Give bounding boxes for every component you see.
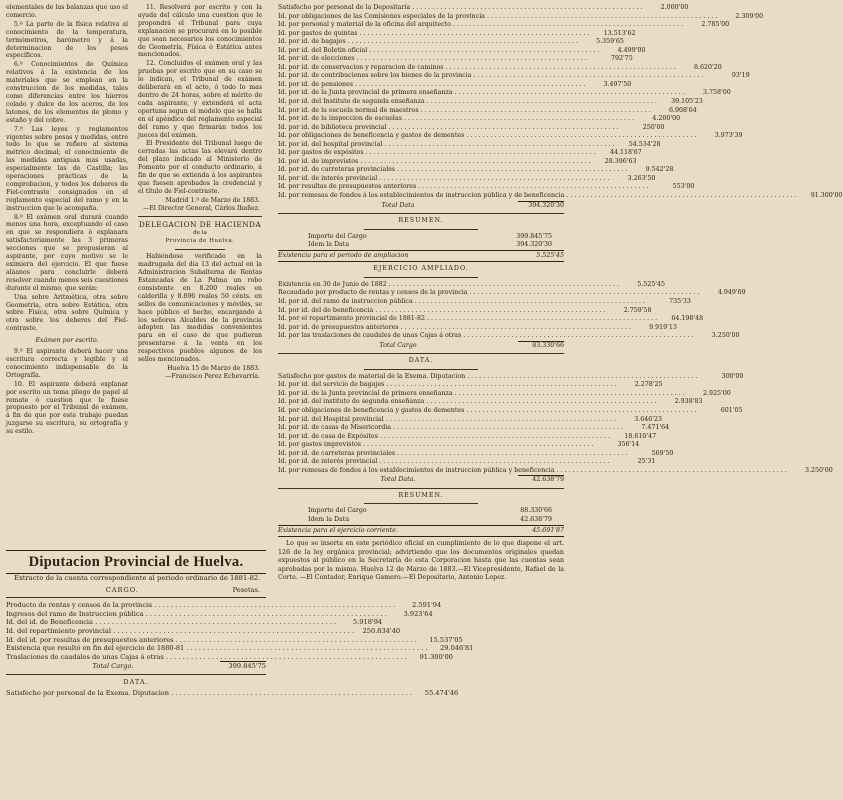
row-label: Id. por id. de la Junta provincial de primera enseñanza . . . — [278, 390, 685, 399]
row-label: Id. por id. del de beneficencia . . . — [278, 307, 605, 316]
table-row — [278, 98, 703, 107]
row-label: Producto de rentas y censos de la provincia . . . — [6, 601, 395, 610]
row-label: Id. por id. de conservacion y reparacion de caminos . . . — [278, 64, 676, 73]
row-amount: 5.525'45 — [637, 280, 665, 288]
row-amount: 55.474'46 — [424, 688, 459, 697]
row-label: Id. por las traslaciones de caudales de unas Cajas á otras . . . — [278, 332, 693, 341]
table-row — [278, 46, 646, 56]
total-label: Total Data. — [380, 476, 416, 484]
row-amount: 300'00 — [721, 372, 744, 380]
table-row — [278, 29, 636, 39]
resumen-amount: 399.845'75 — [516, 232, 552, 240]
divider — [6, 597, 266, 598]
row-amount: 3.973'39 — [714, 132, 743, 140]
row-amount: 3.250'00 — [804, 466, 833, 474]
row-amount: 93'19 — [731, 72, 750, 80]
row-amount: 28.396'63 — [604, 157, 637, 165]
table-row — [278, 89, 731, 98]
row-amount: 2.938'83 — [674, 398, 703, 406]
total-amount: 399.845'75 — [220, 661, 266, 671]
table-row — [278, 280, 665, 290]
row-label: Satisfecho por personal de la Depositaría . . . — [278, 4, 642, 13]
row-label: Existencia en 30 de Junio de 1882 . . . — [278, 281, 619, 290]
row-label: Satisfecho por gastos de material de la Exema. Diputacion . . . — [278, 373, 697, 382]
divider — [278, 213, 564, 214]
paragraph: 9.º El aspirante deberá hacer una escritura correcta y legible y el conocimiento indispensable de la Ortografía. — [6, 348, 128, 379]
row-amount: 9.542'28 — [645, 166, 674, 174]
section-heading-province: Provincia de Huelva. — [165, 238, 235, 245]
existencia-row — [278, 250, 564, 263]
row-label: Id. por id. de bagajes . . . — [278, 38, 578, 47]
table-row — [278, 466, 833, 476]
paragraph: Una sobre Aritmética, otra sobre Geometría, otra sobre Estática, otra sobre Física, otra sobre Química y otra sobre los deberes del Fiel-contraste. — [6, 293, 128, 333]
divider — [364, 229, 478, 230]
row-amount: 250'00 — [642, 123, 665, 131]
resumen-row — [278, 516, 564, 525]
account-column-headers — [6, 586, 266, 595]
signature-date: Madrid 1.º de Marzo de 1883. — [165, 196, 260, 204]
row-amount: 2.278'25 — [634, 381, 663, 389]
row-label: Id. del repartimiento provincial . . . — [6, 627, 354, 636]
resumen-label: Importe del Cargo — [308, 507, 367, 515]
table-row — [278, 166, 674, 175]
table-row — [6, 601, 442, 610]
table-row — [278, 183, 695, 192]
row-amount: 2.309'00 — [735, 12, 764, 20]
row-label: Id. por id. de biblioteca provincial . . . — [278, 124, 619, 133]
account-extract — [6, 574, 474, 697]
table-row — [278, 315, 704, 324]
row-label: Recaudado por producto de rentas y censos de la provincia . . . — [278, 289, 700, 298]
row-amount: 2.759'58 — [623, 306, 652, 314]
row-amount: 13.513'62 — [603, 29, 636, 37]
signature-date: Huelva 15 de Marzo de 1883. — [167, 364, 260, 372]
table-row — [278, 140, 661, 150]
row-amount: 5.918'94 — [353, 618, 383, 627]
signature-name: —Francisco Perez Echevarría. — [165, 372, 260, 380]
table-row — [278, 406, 743, 416]
total-label: Total Data — [381, 201, 415, 209]
divider — [6, 674, 266, 675]
row-label: Id. por id. del ramo de instruccion pública . . . — [278, 298, 645, 307]
table-row — [278, 306, 652, 316]
row-label: Id. por obligaciones de beneficencia y gastos de dementes . . . — [278, 407, 697, 416]
table-row — [278, 80, 632, 90]
subheading-written-exam: Exámen por escrito. — [35, 337, 99, 345]
table-row — [278, 72, 750, 81]
table-row — [278, 21, 730, 30]
table-row — [278, 157, 637, 167]
row-label: Existencia que resultó en fin del ejercicio de 1880-81 . . . — [6, 644, 427, 653]
row-amount: 4.499'00 — [617, 46, 646, 54]
row-label: Id. por id. de la escuela normal de maestros . . . — [278, 107, 651, 116]
row-amount: 569'50 — [651, 449, 674, 457]
row-amount: 5.359'65 — [596, 38, 624, 46]
divider — [278, 353, 564, 354]
closing-paragraph: Lo que se inserta en este periódico oficial en cumplimiento de lo que dispone el art. 126 de la ley orgánica provincial; advirtiendo que los documentos originales quedan expuestos al público en la Secretaría de esta Corporacion hasta que las cuentas sean aprobadas por la misma. Huelva 12 de Marzo de 1883.—El Vicepresidente, Rafael de la Corte. —El Contador, Enrique Gamero.—El Depositario, Antonio Lopez. — [278, 540, 564, 582]
paragraph: 5.º La parte de la física relativa al conocimiento de la temperatura, termómetros, barómetro y á la determinacion de los pesos específicos. — [6, 20, 128, 60]
row-amount: 39.105'23 — [671, 98, 703, 106]
table-row — [278, 458, 656, 467]
table-row — [278, 55, 633, 64]
total-amount: 42.638'79 — [518, 475, 564, 485]
resumen-amount: 88.330'66 — [520, 507, 552, 515]
row-amount: 6.908'64 — [668, 106, 697, 114]
row-amount: 3.758'00 — [702, 89, 731, 97]
table-row — [278, 332, 740, 341]
row-label: Id. por gastos de quintas . . . — [278, 30, 590, 39]
row-label: Id. por id. de contribuciones sobre los bienes de la provincia . . . — [278, 72, 704, 81]
row-amount: 4.949'69 — [717, 289, 746, 297]
row-amount: 3.646'23 — [634, 415, 662, 423]
row-label: Id. por id. del instituto de segunda enseñanza . . . — [278, 398, 656, 407]
row-label: Id. por id. del hospital provincial . . . — [278, 141, 615, 150]
resumen-row — [278, 241, 564, 250]
row-label: Id. por id. de imprevistos . . . — [278, 158, 590, 167]
row-label: Ingresos del ramo de Instruccion pública . . . — [6, 610, 387, 619]
divider — [138, 216, 262, 217]
table-row — [278, 372, 744, 382]
account-intro: Extracto de la cuenta correspondiente al periodo ordinario de 1881-82. — [14, 574, 261, 582]
table-row — [278, 432, 657, 442]
row-label: Id. del id. de Beneficencia . . . — [6, 618, 336, 627]
paragraph: elementales de las balanzas que uso el comercio. — [6, 4, 128, 19]
total-cargo-row — [6, 661, 266, 671]
resumen-heading: RESUMEN. — [398, 217, 444, 225]
table-row — [6, 626, 401, 636]
row-amount: 91.300'00 — [810, 192, 843, 200]
row-amount: 3.250'00 — [711, 332, 740, 340]
total-label: Total Cargo — [379, 341, 417, 349]
row-label: Id. por id. de pensiones . . . — [278, 81, 585, 90]
row-amount: 356'14 — [617, 441, 640, 449]
diputacion-banner: Diputacion Provincial de Huelva. — [6, 550, 266, 574]
paragraph: 8.º El exámen oral durará cuando menos una hora, exceptuando el caso en que se respondiera ó explanara satisfactoriamente las 3 primeras secciones que se propusieran al aspirante, por cuyo motivo se le eximiera del ejercicio. El que fuese aláanos para concluirle deberá resolver cuando menos seis cuestiones durante el mismo, que serán: — [6, 213, 128, 292]
resumen-heading: RESUMEN. — [398, 491, 444, 499]
resumen-row — [278, 507, 564, 516]
resumen-label: Idem la Data — [308, 241, 350, 249]
row-label: Id. por id. de presupuestos anteriores . . . — [278, 324, 631, 333]
table-row — [278, 192, 843, 201]
row-amount: 553'00 — [672, 183, 695, 191]
row-label: Id. por id. del Instituto de segunda enseñanza . . . — [278, 98, 657, 107]
table-row — [278, 297, 691, 307]
row-amount: 91.300'00 — [419, 652, 453, 661]
row-label: Id. por id. de la Junta provincial de primera enseñanza . . . — [278, 89, 685, 98]
divider — [364, 277, 478, 278]
row-amount: 54.534'28 — [628, 140, 661, 148]
row-amount: 2.591'94 — [412, 601, 442, 610]
paragraph: Habiéndose verificado en la madrugada del dia 13 del actual en la Administracion Subalterna de Rentas Estancadas de La Palma un robo consistente en 8.200 reales en calderilla y 8.896 reales 50 cénts. en sellos de comunicaciones y móviles, se hace público el hecho, encargando á los señores Alcaldes de la provincia adopten las medidas convenientes para en el caso de que pudieran presentarse á la venta en los respectivos pueblos algunos de los sellos mencionados. — [138, 253, 262, 364]
paragraph: 12. Concluidos el exámen oral y las pruebas por escrito que en su caso se le indican, el Tribunal de exámen deliberará en el acto, ó todo lo mas dentro de 24 horas, sobre el mérito de cada aspirante, y extenderá el acta oportuna segun el modelo que se halla en el apéndice del reglamento especial del ramo y que firmarán todos los jueces del exámen. — [138, 60, 262, 139]
row-label: Id. por id. de carreteras provinciales . . . — [278, 166, 627, 175]
existencia-label: Existencia para el periodo de ampliacion — [278, 251, 409, 259]
table-row — [278, 381, 663, 390]
row-amount: 25'31 — [637, 458, 656, 466]
table-row — [278, 424, 670, 433]
divider — [175, 249, 225, 250]
row-label: Id. por obligaciones de beneficencia y gastos de dementes . . . — [278, 132, 697, 141]
divider — [364, 503, 478, 504]
total-label: Total Cargo. — [92, 662, 134, 671]
resumen-amount: 394.320'30 — [516, 241, 552, 249]
row-label: Traslaciones de caudales de unas Cajas á otras . . . — [6, 653, 407, 662]
row-label: Id. por id. del Hospital provincial . . . — [278, 416, 616, 425]
cargo-rows — [6, 601, 474, 661]
existencia-label: Existencia para el ejercicio corriente. — [278, 526, 398, 534]
row-label: Id. por personal y material de la oficina del arquitecto . . . — [278, 21, 683, 30]
signature-name: —El Director General, Cárlos Ibañez. — [143, 204, 260, 212]
table-row — [278, 441, 640, 450]
row-amount: 18.610'47 — [624, 432, 657, 440]
paragraph: El Presidente del Tribunal luego de cerradas las actas las elevará dentro del plazo indicado al Ministerio de Fomento por el conducto ordinario, á fin de que se extienda á los aspirantes que fuesen aprobados la credencial y el título de Fiel-contraste. — [138, 140, 262, 195]
column-exam-rules — [6, 4, 128, 549]
row-amount: 735'33 — [669, 297, 691, 305]
column-exam-and-hacienda — [138, 4, 262, 549]
table-row — [6, 618, 383, 627]
table-row — [278, 12, 764, 22]
table-row — [278, 106, 697, 116]
table-row — [6, 652, 453, 662]
paragraph: 6.º Conocimientos de Química relativos á la existencia de los materiales que se emplean en la construccion de los medidas, tales como diferencias entre los hierros colado y dulce de los aceros, de los latones, de los elementos de plomo y estaño y del cobre. — [6, 61, 128, 124]
table-row — [6, 688, 459, 698]
table-row — [278, 132, 743, 141]
table-row — [278, 389, 731, 399]
row-label: Id. por id. del servicio de bagajes . . . — [278, 381, 616, 390]
resumen-label: Idem la Data — [308, 515, 350, 523]
row-label: Id. por id. del Boletin oficial . . . — [278, 47, 599, 56]
existencia-amount: 5.525'45 — [536, 251, 564, 259]
total-data-row — [278, 201, 564, 211]
row-amount: 44.118'67 — [610, 149, 642, 157]
total-amount: 394.320'30 — [518, 201, 564, 211]
data-rows — [278, 372, 833, 476]
section-heading-connector: de la — [193, 230, 207, 237]
row-label: Id. por el repartimiento provincial de 1881-82 . . . — [278, 315, 657, 324]
row-label: Id. por id. de la inspeccion de escuelas . . . — [278, 115, 634, 124]
data-heading: DATA. — [123, 677, 149, 686]
row-label: Id. por gastos imprevistos . . . — [278, 441, 593, 450]
row-amount: 64.198'48 — [671, 315, 704, 323]
row-amount: 15.537'05 — [429, 635, 463, 644]
table-row — [6, 609, 433, 619]
row-amount: 2.925'00 — [702, 389, 731, 397]
row-amount: 4.200'00 — [652, 115, 681, 123]
paragraph: 11. Resolverá por escrito y con la ayuda del cálculo una cuestion que le propondrá el Tribunal para cuya explanacion se procurará en lo posible que sean necesarios los conocimientos de Geometría, Física ó Estática antes mencionados. — [138, 4, 262, 59]
row-amount: 7.471'64 — [641, 424, 670, 432]
row-amount: 792'75 — [610, 55, 633, 63]
table-row — [278, 149, 642, 158]
total-data-row — [278, 475, 564, 485]
row-amount: 601'05 — [720, 406, 743, 414]
row-label: Id. por id. de casa de Expósitos . . . — [278, 433, 610, 442]
row-amount: 3.497'50 — [603, 80, 632, 88]
table-row — [278, 38, 624, 47]
paragraph: 10. El aspirante deberá explanar por escrito un tema pliego de papel al remate ó cuestion que le fuese propuesto por el Tribunal de exámen, á fin de que por este trabajo puedan juzgarse su escritura, su ortografía y su estilo. — [6, 380, 128, 436]
row-label: Id. por resultas de presupuestos anteriores . . . — [278, 183, 648, 192]
row-label: Id. por remesas de fondos á los establecimientos de instruccion pública y de beneficencia . . . — [278, 192, 797, 201]
row-amount: 3.923'64 — [403, 609, 433, 618]
table-row — [278, 323, 677, 333]
resumen-rows — [278, 233, 564, 250]
row-label: Satisfecho por personal de la Exema. Diputacion . . . — [6, 689, 412, 698]
total-amount: 83.330'66 — [518, 341, 564, 351]
row-label: Id. por id. de carreteras provinciales . . . — [278, 450, 627, 459]
row-label: Id. por id. de elecciones . . . — [278, 55, 587, 64]
total-cargo-row — [278, 341, 564, 351]
row-amount: 9.919'13 — [649, 323, 677, 331]
table-row — [278, 174, 656, 184]
table-row — [278, 398, 703, 407]
resumen-row — [278, 233, 564, 242]
ejercicio-heading: EJERCICIO AMPLIADO. — [373, 265, 469, 273]
resumen-amount: 42.638'79 — [520, 515, 552, 523]
row-amount: 29.046'81 — [440, 644, 474, 653]
row-amount: 3.263'50 — [627, 174, 656, 182]
table-row — [6, 635, 463, 645]
table-row — [278, 115, 681, 124]
data-rows — [278, 4, 843, 201]
row-label: Id. por gastos de expósitos . . . — [278, 149, 596, 158]
data-heading: DATA. — [408, 357, 434, 365]
row-label: Id. por obligaciones de las Comisiones especiales de la provincia . . . — [278, 13, 717, 22]
ampliado-rows — [278, 280, 746, 341]
row-label: Id. por id. de interés provincial . . . — [278, 175, 609, 184]
table-row — [278, 449, 674, 459]
resumen-rows — [278, 507, 564, 524]
row-amount: 8.620'20 — [693, 63, 722, 71]
pesetas-heading: Pesetas. — [232, 585, 260, 594]
table-row — [278, 4, 689, 13]
divider — [364, 369, 478, 370]
section-heading-hacienda: DELEGACION DE HACIENDA — [138, 219, 262, 229]
table-row — [278, 63, 722, 73]
row-label: Id. por id. de interés provincial . . . — [278, 458, 609, 467]
column-account-continued — [278, 4, 843, 796]
row-amount: 2.785'00 — [701, 21, 730, 29]
row-label: Id. del id. por resultas de presupuestos anteriores . . . — [6, 636, 417, 645]
row-amount: 250.834'40 — [362, 626, 401, 635]
table-row — [278, 289, 746, 298]
resumen-label: Importe del Cargo — [308, 232, 367, 240]
row-label: Id. por remesas de fondos á los establecimientos de instruccion pública y beneficencia . . . — [278, 467, 787, 476]
paragraph: 7.º Las leyes y reglamentos vigentes sobre pesas y medidas, entre todo lo que se refiere al sistema métrico decimal; el conocimiento de las medidas antiguas mas usadas, especialmente las de Castilla; las operaciones prácticas de la comprobacion, y todos los deberes de Fiel-contraste consignados en el reglamento especial del ramo y en la instruccion que le acompaña. — [6, 125, 128, 212]
table-row — [278, 415, 662, 425]
row-label: Id. por id. de casas de Misericordia . . . — [278, 424, 623, 433]
table-row — [278, 123, 665, 133]
existencia-row — [278, 525, 564, 538]
existencia-amount: 45.691'87 — [532, 526, 564, 534]
row-amount: 2.000'00 — [660, 4, 689, 11]
cargo-heading: CARGO. — [105, 585, 139, 594]
divider — [278, 488, 564, 489]
table-row — [6, 644, 474, 653]
